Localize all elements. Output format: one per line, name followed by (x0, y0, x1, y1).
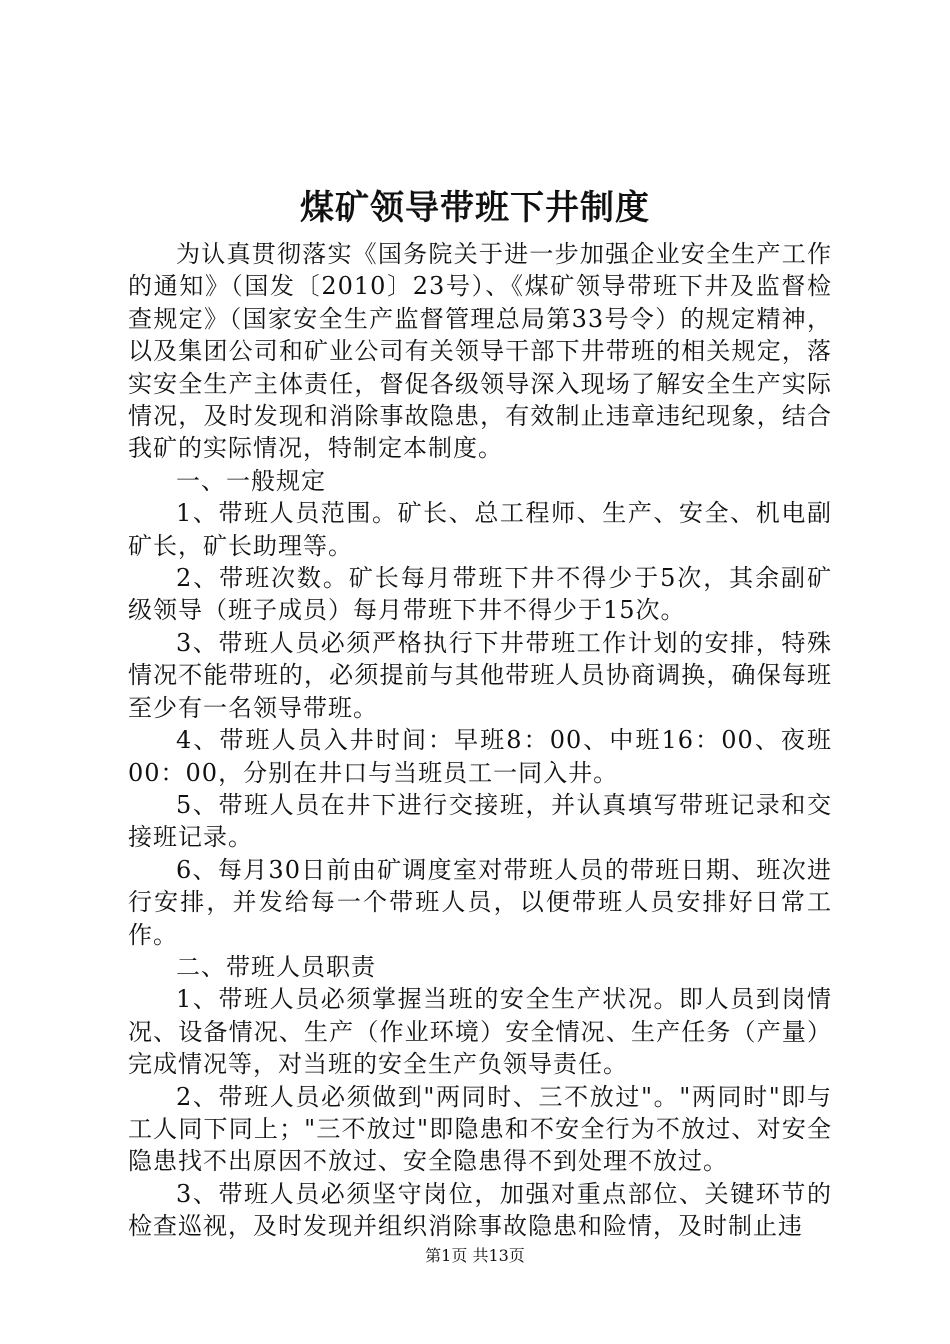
section-heading-general: 一、一般规定 (176, 466, 326, 495)
duty-3: 3、带班人员必须坚守岗位，加强对重点部位、关键环节的检查巡视，及时发现并组织消除事故隐患和险情，及时制止违 (128, 1179, 832, 1241)
document-title: 煤矿领导带班下井制度 (300, 188, 650, 228)
general-rule-5: 5、带班人员在井下进行交接班，并认真填写带班记录和交接班记录。 (128, 790, 832, 852)
duty-2: 2、带班人员必须做到"两同时、三不放过"。"两同时"即与工人同下同上；"三不放过"即隐患和不安全行为不放过、对安全隐患找不出原因不放过、安全隐患得不到处理不放过。 (128, 1082, 832, 1176)
duty-1: 1、带班人员必须掌握当班的安全生产状况。即人员到岗情况、设备情况、生产（作业环境）安全情况、生产任务（产量）完成情况等，对当班的安全生产负领导责任。 (128, 985, 832, 1079)
intro-paragraph: 为认真贯彻落实《国务院关于进一步加强企业安全生产工作的通知》（国发〔2010〕23号）、《煤矿领导带班下井及监督检查规定》（国家安全生产监督管理总局第33号令）的规定精神，以及集团公司和矿业公司有关领导干部下井带班的相关规定，落实安全生产主体责任，督促各级领导深入现场了解安全生产实际情况，及时发现和消除事故隐患，有效制止违章违纪现象，结合我矿的实际情况，特制定本制度。 (128, 240, 832, 463)
page-footer: 第1页 共13页 (425, 1246, 525, 1265)
document-body (128, 238, 832, 1243)
section-heading-duties: 二、带班人员职责 (176, 952, 376, 981)
general-rule-6: 6、每月30日前由矿调度室对带班人员的带班日期、班次进行安排，并发给每一个带班人员，以便带班人员安排好日常工作。 (128, 855, 832, 949)
general-rule-4: 4、带班人员入井时间：早班8：00、中班16：00、夜班00：00，分别在井口与当班员工一同入井。 (128, 726, 832, 787)
general-rule-1: 1、带班人员范围。矿长、总工程师、生产、安全、机电副矿长，矿长助理等。 (128, 499, 832, 560)
general-rule-2: 2、带班次数。矿长每月带班下井不得少于5次，其余副矿级领导（班子成员）每月带班下井不得少于15次。 (128, 564, 832, 625)
general-rule-3: 3、带班人员必须严格执行下井带班工作计划的安排，特殊情况不能带班的，必须提前与其他带班人员协商调换，确保每班至少有一名领导带班。 (128, 628, 832, 722)
